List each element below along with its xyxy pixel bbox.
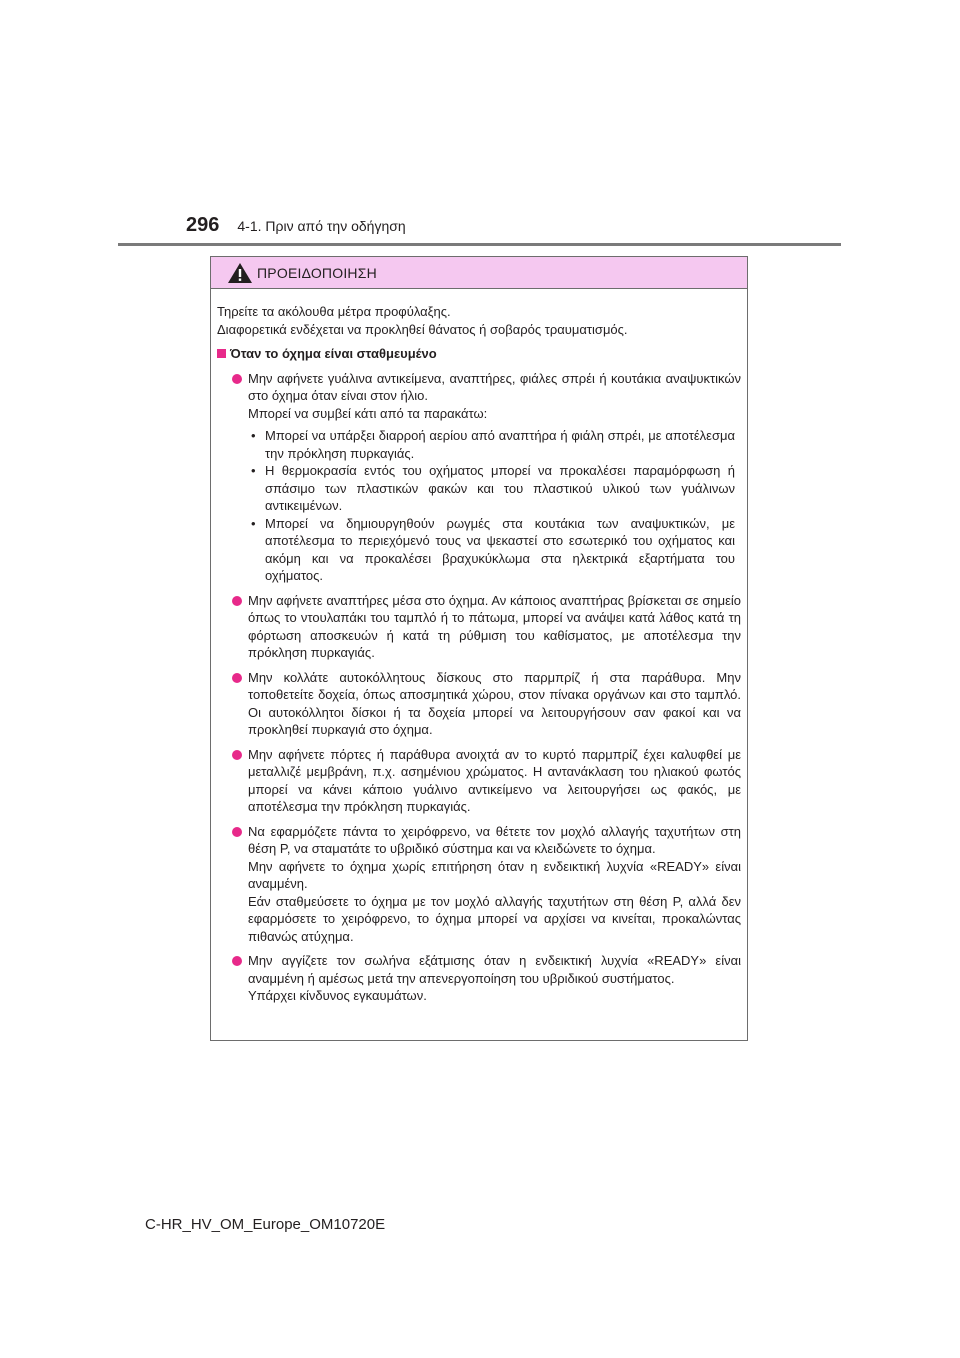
item-paragraph: Μην αγγίζετε τον σωλήνα εξάτμισης όταν η ενδεικτική λυχνία «READY» είναι αναμμένη ή αμέσως μετά την απενεργοποίηση του υβριδικού συστήματος.: [248, 953, 741, 986]
item-paragraph: Εάν σταθμεύσετε το όχημα με τον μοχλό αλλαγής ταχυτήτων στη θέση P, αλλά δεν εφαρμόσετε το χειρόφρενο, το όχημα μπορεί να αρχίσει να κινείται, προκαλώντας πιθανώς ατύχημα.: [248, 893, 741, 944]
circle-bullet-icon: [232, 596, 242, 606]
square-bullet-icon: [217, 349, 226, 358]
warning-item: [217, 746, 741, 816]
header-rule: [118, 243, 841, 246]
item-paragraph: Υπάρχει κίνδυνος εγκαυμάτων.: [248, 988, 427, 1003]
warning-subheading: [217, 345, 741, 363]
item-paragraph: Μην αφήνετε αναπτήρες μέσα στο όχημα. Αν κάποιος αναπτήρας βρίσκεται σε σημείο όπως το ντουλαπάκι του ταμπλό ή το πάτωμα, μπορεί να ανάψει κατά λάθος κατά τη φόρτωση αποσκευών ή κατά τη ρύθμιση του καθίσματος, με αποτέλεσμα την πρόκληση πυρκαγιάς.: [248, 592, 741, 660]
intro-line: Τηρείτε τα ακόλουθα μέτρα προφύλαξης.: [217, 304, 451, 319]
sublist-item: • Μπορεί να δημιουργηθούν ρωγμές στα κουτάκια των αναψυκτικών, με αποτέλεσμα το περιεχόμενό τους να ψεκαστεί στο εσωτερικό του οχήματος και ακόμη και να προκαλέσει βραχυκύκλωμα στα ηλεκτρικά εξαρτήματα του οχήματος.: [248, 515, 741, 585]
document-code: C-HR_HV_OM_Europe_OM10720E: [145, 1216, 386, 1233]
page-header: [186, 214, 406, 237]
intro-line: Διαφορετικά ενδέχεται να προκληθεί θάνατος ή σοβαρός τραυματισμός.: [217, 321, 628, 337]
warning-item: [217, 952, 741, 1005]
subheading-text: Όταν το όχημα είναι σταθμευμένο: [230, 346, 437, 361]
warning-title: ΠΡΟΕΙΔΟΠΟΙΗΣΗ: [257, 264, 377, 281]
item-paragraph: Μην αφήνετε το όχημα χωρίς επιτήρηση όταν η ενδεικτική λυχνία «READY» είναι αναμμένη.: [248, 858, 741, 891]
warning-item: [217, 823, 741, 946]
circle-bullet-icon: [232, 956, 242, 966]
dot-bullet-icon: •: [251, 515, 256, 531]
sublist-item: • Η θερμοκρασία εντός του οχήματος μπορεί να προκαλέσει παραμόρφωση ή σπάσιμο των πλαστικών φακών και του πλαστικού υλικού των γυάλινων αντικειμένων.: [248, 462, 741, 515]
item-paragraph: Μπορεί να συμβεί κάτι από τα παρακάτω:: [248, 405, 488, 421]
warning-box: [210, 256, 748, 1041]
warning-item: [217, 669, 741, 739]
warning-header: [211, 257, 747, 289]
circle-bullet-icon: [232, 827, 242, 837]
item-paragraph: Μην κολλάτε αυτοκόλλητους δίσκους στο παρμπρίζ ή στα παράθυρα. Μην τοποθετείτε δοχεία, όπως αποσμητικά χώρου, στον πίνακα οργάνων και στο ταμπλό. Οι αυτοκόλλητοι δίσκοι ή τα δοχεία μπορεί να λειτουργήσουν σαν φακοί και να προκληθεί πυρκαγιά στο όχημα.: [248, 669, 741, 737]
circle-bullet-icon: [232, 374, 242, 384]
item-paragraph: Μην αφήνετε πόρτες ή παράθυρα ανοιχτά αν το κυρτό παρμπρίζ έχει καλυφθεί με μεταλλιζέ μεμβράνη, π.χ. ασημένιου χρώματος. Η αντανάκλαση του ηλιακού φωτός μπορεί να κάνει κάποιο γυάλινο αντικείμενο να λειτουργήσει ως φακός, με αποτέλεσμα την πρόκληση πυρκαγιάς.: [248, 746, 741, 814]
warning-intro: [217, 303, 741, 338]
section-title: 4-1. Πριν από την οδήγηση: [237, 218, 406, 234]
warning-triangle-icon: [227, 262, 253, 284]
circle-bullet-icon: [232, 673, 242, 683]
warning-item: [217, 592, 741, 662]
dot-bullet-icon: •: [251, 463, 256, 478]
warning-body: [211, 289, 747, 1005]
item-paragraph: Μην αφήνετε γυάλινα αντικείμενα, αναπτήρες, φιάλες σπρέι ή κουτάκια αναψυκτικών στο όχημα όταν είναι στον ήλιο.: [248, 370, 741, 403]
warning-item: [217, 370, 741, 585]
item-paragraph: Να εφαρμόζετε πάντα το χειρόφρενο, να θέτετε τον μοχλό αλλαγής ταχυτήτων στη θέση P, να σταματάτε το υβριδικό σύστημα και να κλειδώνετε το όχημα.: [248, 823, 741, 856]
circle-bullet-icon: [232, 750, 242, 760]
dot-bullet-icon: •: [251, 428, 256, 443]
sublist-item: • Μπορεί να υπάρξει διαρροή αερίου από αναπτήρα ή φιάλη σπρέι, με αποτέλεσμα την πρόκληση πυρκαγιάς.: [248, 427, 741, 462]
page-number: 296: [186, 214, 220, 236]
warning-sublist: [248, 427, 741, 585]
